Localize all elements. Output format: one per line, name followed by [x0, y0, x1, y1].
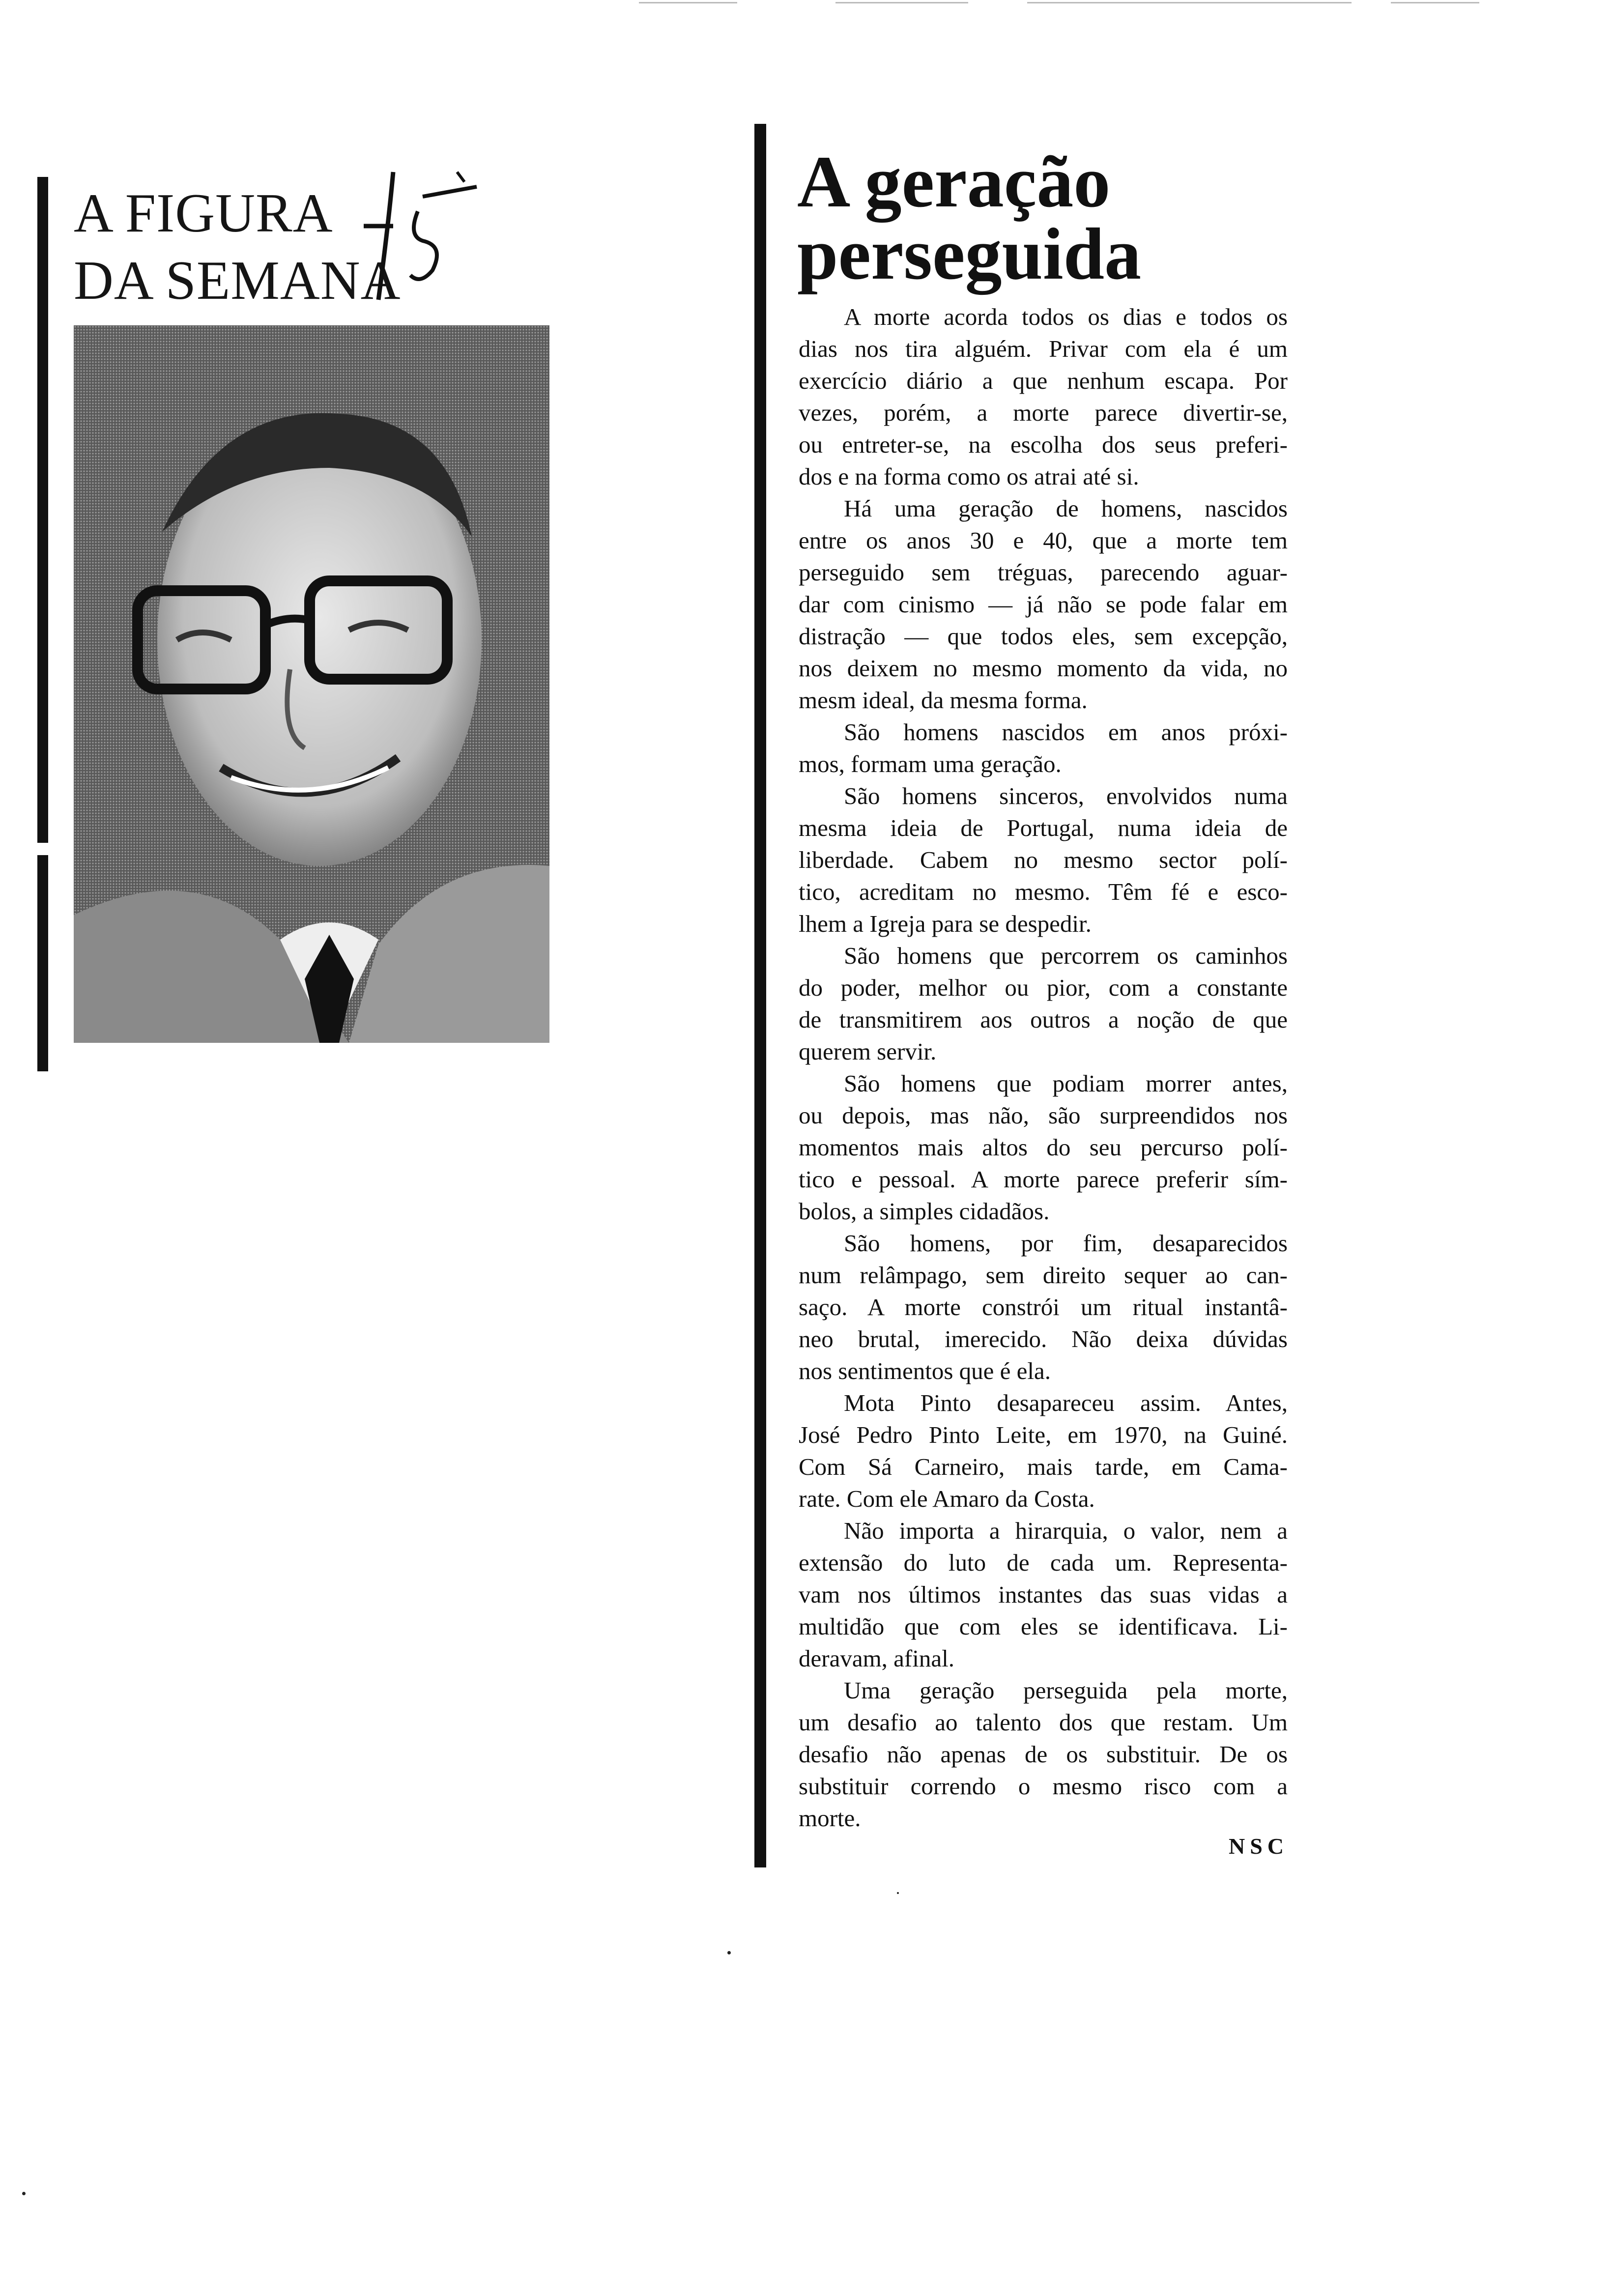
article-paragraph	[799, 1227, 1288, 1387]
scan-artifact-line	[1391, 2, 1479, 3]
article-line: neo brutal, imerecido. Não deixa dúvidas	[799, 1325, 1288, 1352]
scan-speck	[22, 2192, 26, 2195]
article-line: perseguido sem tréguas, parecendo aguar-	[799, 559, 1288, 586]
scan-speck	[897, 1892, 899, 1894]
article-line: São homens que percorrem os caminhos	[844, 942, 1288, 969]
article-line: dias nos tira alguém. Privar com ela é um	[799, 335, 1288, 362]
article-line: desafio não apenas de os substituir. De os	[799, 1741, 1288, 1768]
author-signature: NSC	[1228, 1834, 1289, 1859]
portrait-photo	[74, 325, 549, 1043]
article-line: de transmitirem aos outros a noção de que	[799, 1006, 1288, 1033]
article-line: Mota Pinto desapareceu assim. Antes,	[844, 1389, 1288, 1416]
article-line: bolos, a simples cidadãos.	[799, 1198, 1050, 1225]
article-title-line2: perseguida	[797, 213, 1142, 295]
scan-artifact-line	[1027, 2, 1352, 3]
article-line: José Pedro Pinto Leite, em 1970, na Guiné.	[799, 1421, 1288, 1448]
article-line: querem servir.	[799, 1038, 937, 1065]
article-line: nos deixem no mesmo momento da vida, no	[799, 655, 1288, 682]
article-title-line1: A geração	[797, 141, 1111, 223]
article-line: A morte acorda todos os dias e todos os	[844, 303, 1288, 330]
article-line: rate. Com ele Amaro da Costa.	[799, 1485, 1095, 1512]
article-line: saço. A morte constrói um ritual instantâ-	[799, 1293, 1288, 1320]
article-paragraph	[799, 940, 1288, 1067]
article-line: momentos mais altos do seu percurso polí-	[799, 1134, 1288, 1161]
article-line: vezes, porém, a morte parece divertir-se,	[799, 399, 1288, 426]
article-paragraph	[799, 1515, 1288, 1674]
article-paragraph	[799, 301, 1288, 492]
scan-speck	[727, 1951, 731, 1954]
article-line: dar com cinismo — já não se pode falar em	[799, 591, 1288, 618]
article-line: tico e pessoal. A morte parece preferir sím-	[799, 1166, 1288, 1193]
article-line: São homens nascidos em anos próxi-	[844, 718, 1288, 746]
scan-artifact-line	[835, 2, 968, 3]
article-paragraph	[799, 1387, 1288, 1515]
article-line: extensão do luto de cada um. Representa-	[799, 1549, 1288, 1576]
article-paragraph	[799, 492, 1288, 716]
article-line: liberdade. Cabem no mesmo sector polí-	[799, 846, 1288, 873]
article-paragraph	[799, 1067, 1288, 1227]
handwritten-note-mark	[359, 167, 487, 305]
section-kicker-line1: A FIGURA	[74, 183, 333, 244]
article-line: deravam, afinal.	[799, 1645, 954, 1672]
column-rule-right	[754, 124, 766, 1867]
scan-artifact-line	[639, 2, 737, 3]
article-line: mesma ideia de Portugal, numa ideia de	[799, 814, 1288, 841]
article-line: São homens sinceros, envolvidos numa	[844, 782, 1288, 809]
article-line: dos e na forma como os atrai até si.	[799, 463, 1139, 490]
article-body	[799, 301, 1288, 1834]
article-line: Com Sá Carneiro, mais tarde, em Cama-	[799, 1453, 1288, 1480]
article-line: num relâmpago, sem direito sequer ao can-	[799, 1262, 1288, 1289]
article-line: exercício diário a que nenhum escapa. Por	[799, 367, 1288, 394]
article-line: do poder, melhor ou pior, com a constante	[799, 974, 1288, 1001]
article-line: multidão que com eles se identificava. Li-	[799, 1613, 1288, 1640]
article-line: tico, acreditam no mesmo. Têm fé e esco-	[799, 878, 1288, 905]
article-line: lhem a Igreja para se despedir.	[799, 910, 1092, 937]
article-paragraph	[799, 716, 1288, 780]
article-line: ou entreter-se, na escolha dos seus preferi-	[799, 431, 1288, 458]
article-line: Há uma geração de homens, nascidos	[844, 495, 1288, 522]
article-line: São homens, por fim, desaparecidos	[844, 1230, 1288, 1257]
article-line: nos sentimentos que é ela.	[799, 1357, 1051, 1384]
article-paragraph	[799, 1674, 1288, 1834]
article-line: um desafio ao talento dos que restam. Um	[799, 1709, 1288, 1736]
article-line: morte.	[799, 1805, 861, 1832]
article-line: mesm ideal, da mesma forma.	[799, 687, 1088, 714]
article-paragraph	[799, 780, 1288, 940]
section-kicker-line2: DA SEMANA	[74, 250, 401, 311]
article-line: Uma geração perseguida pela morte,	[844, 1677, 1288, 1704]
article-line: entre os anos 30 e 40, que a morte tem	[799, 527, 1288, 554]
article-line: mos, formam uma geração.	[799, 750, 1062, 777]
article-line: Não importa a hirarquia, o valor, nem a	[844, 1517, 1288, 1544]
article-line: ou depois, mas não, são surpreendidos nos	[799, 1102, 1288, 1129]
article-line: substituir correndo o mesmo risco com a	[799, 1773, 1288, 1800]
article-line: São homens que podiam morrer antes,	[844, 1070, 1288, 1097]
article-line: vam nos últimos instantes das suas vidas a	[799, 1581, 1288, 1608]
column-rule-left-lower	[37, 855, 48, 1071]
article-line: distração — que todos eles, sem excepção,	[799, 623, 1288, 650]
column-rule-left	[37, 177, 48, 843]
